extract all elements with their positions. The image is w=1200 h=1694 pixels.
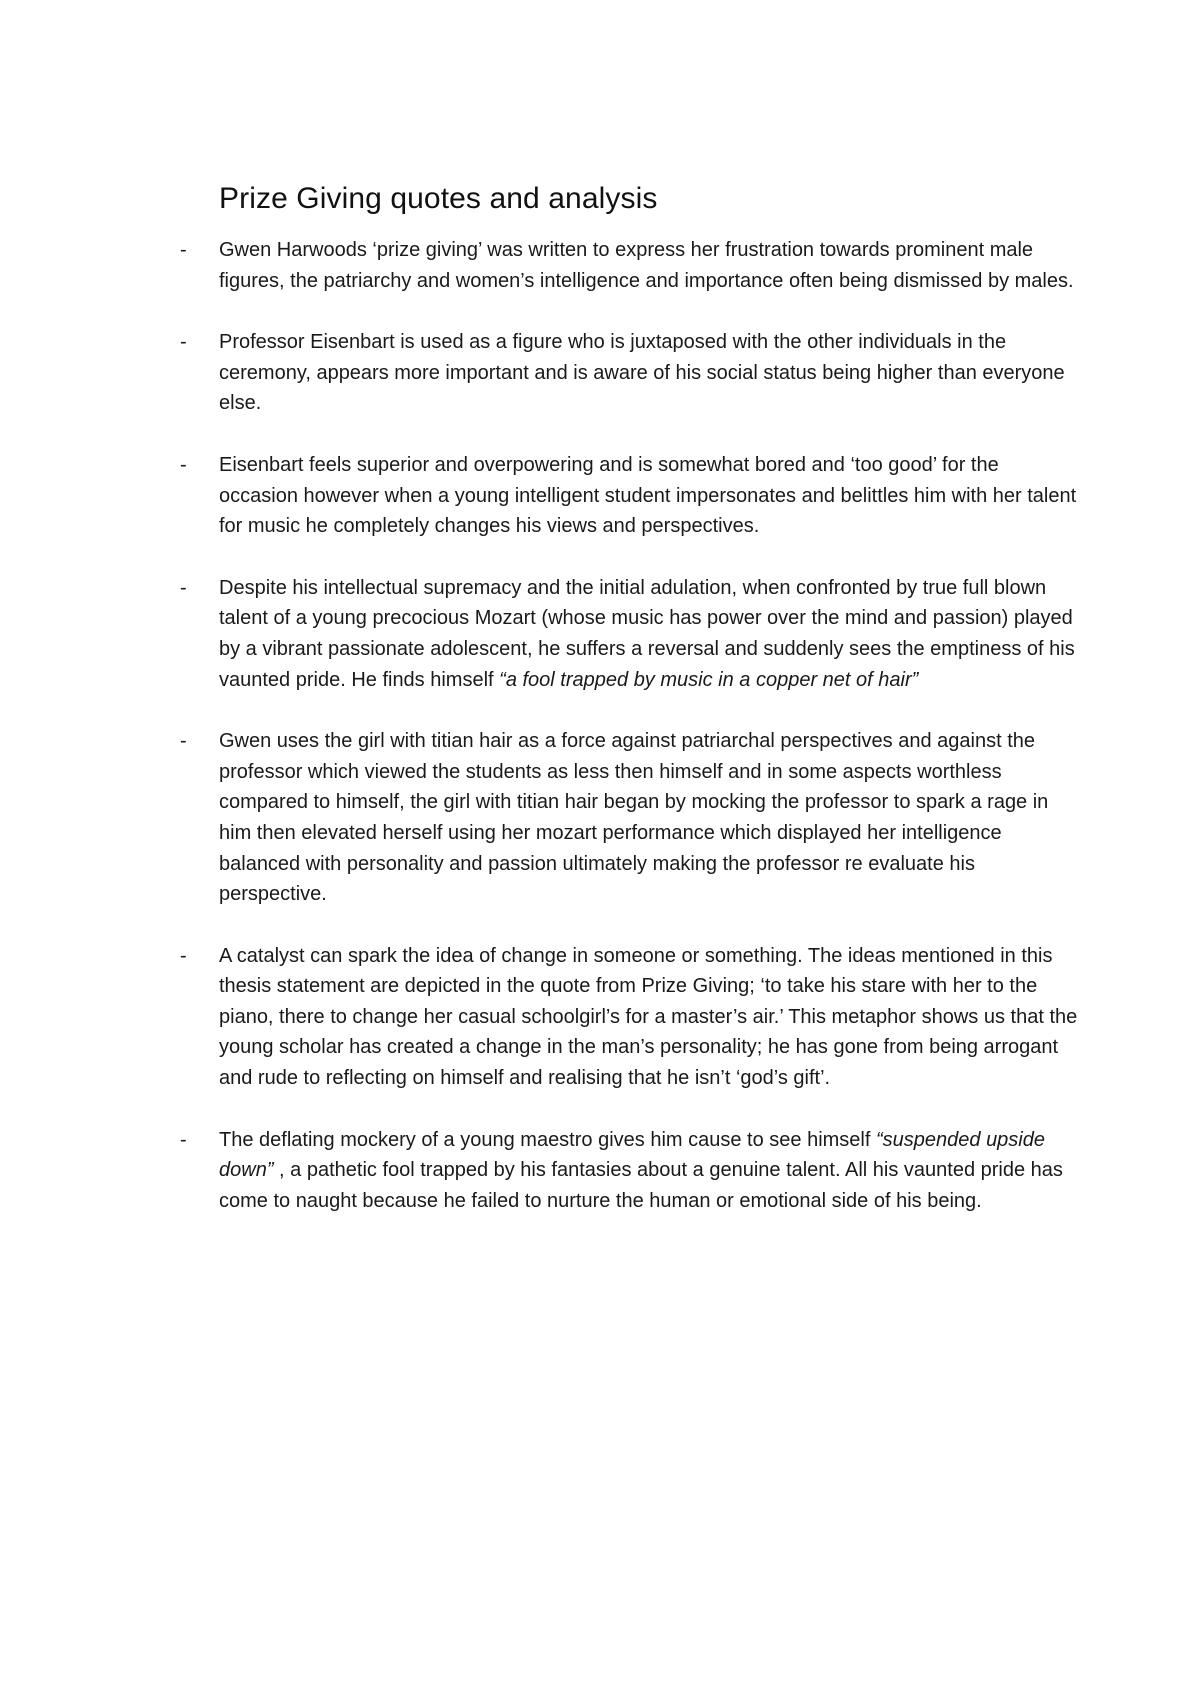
bullet-text: A catalyst can spark the idea of change in someone or something. The ideas mentioned in this thesis statement are depicted in the quote from Prize Giving; ‘to take his stare with her to the piano, there to change her casual schoolgirl’s for a master’s air.’ This metaphor shows us that the young scholar has created a change in the man’s personality; he has gone from being arrogant and rude to reflecting on himself and realising that he isn’t ‘god’s gift’. xyxy=(219,944,1078,1090)
bullet-dash: - xyxy=(180,1128,187,1151)
list-item xyxy=(180,726,1080,910)
document-title: Prize Giving quotes and analysis xyxy=(219,182,658,215)
bullet-dash: - xyxy=(180,239,187,261)
bullet-text: Gwen uses the girl with titian hair as a force against patriarchal perspectives and against the professor which viewed the students as less then himself and in some aspects worthless compared to himself, the girl with titian hair began by mocking the professor to spark a rage in him then elevated herself using her mozart performance which displayed her intelligence balanced with personality and passion ultimately making the professor re evaluate his perspective. xyxy=(219,730,1049,906)
bullet-dash: - xyxy=(180,331,187,354)
italic-quote: “suspended upside down” xyxy=(219,1128,1045,1182)
bullet-text: Eisenbart feels superior and overpowering and is somewhat bored and ‘too good’ for the occasion however when a young intelligent student impersonates and belittles him with her talent for music he completely changes his views and perspectives. xyxy=(219,453,1077,538)
bullet-text: The deflating mockery of a young maestro gives him cause to see himself xyxy=(219,1128,876,1151)
bullet-text: Professor Eisenbart is used as a figure who is juxtaposed with the other individuals in the ceremony, appears more important and is aware of his social status being higher than everyone else. xyxy=(219,331,1065,415)
list-item xyxy=(180,573,1080,695)
list-item xyxy=(180,941,1080,1094)
bullet-text: Despite his intellectual supremacy and the initial adulation, when confronted by true full blown talent of a young precocious Mozart (whose music has power over the mind and passion) played by a vibrant passionate adolescent, he suffers a reversal and suddenly sees the emptiness of his vaunted pride. He finds himself xyxy=(219,576,1075,691)
bullet-dash: - xyxy=(180,576,187,599)
bullet-text: Gwen Harwoods ‘prize giving’ was written to express her frustration towards prominent male figures, the patriarchy and women’s intelligence and importance often being dismissed by males. xyxy=(219,239,1074,292)
list-item xyxy=(180,235,1080,296)
italic-quote: “a fool trapped by music in a copper net of hair” xyxy=(499,668,919,691)
bullet-dash: - xyxy=(180,453,187,476)
bullet-dash: - xyxy=(180,730,187,753)
bullet-text: , a pathetic fool trapped by his fantasies about a genuine talent. All his vaunted pride has come to naught because he failed to nurture the human or emotional side of his being. xyxy=(219,1159,1063,1212)
list-item xyxy=(180,327,1080,419)
bullet-dash: - xyxy=(180,944,187,967)
list-item xyxy=(180,1125,1080,1217)
analysis-list xyxy=(180,235,1080,1247)
list-item xyxy=(180,450,1080,542)
